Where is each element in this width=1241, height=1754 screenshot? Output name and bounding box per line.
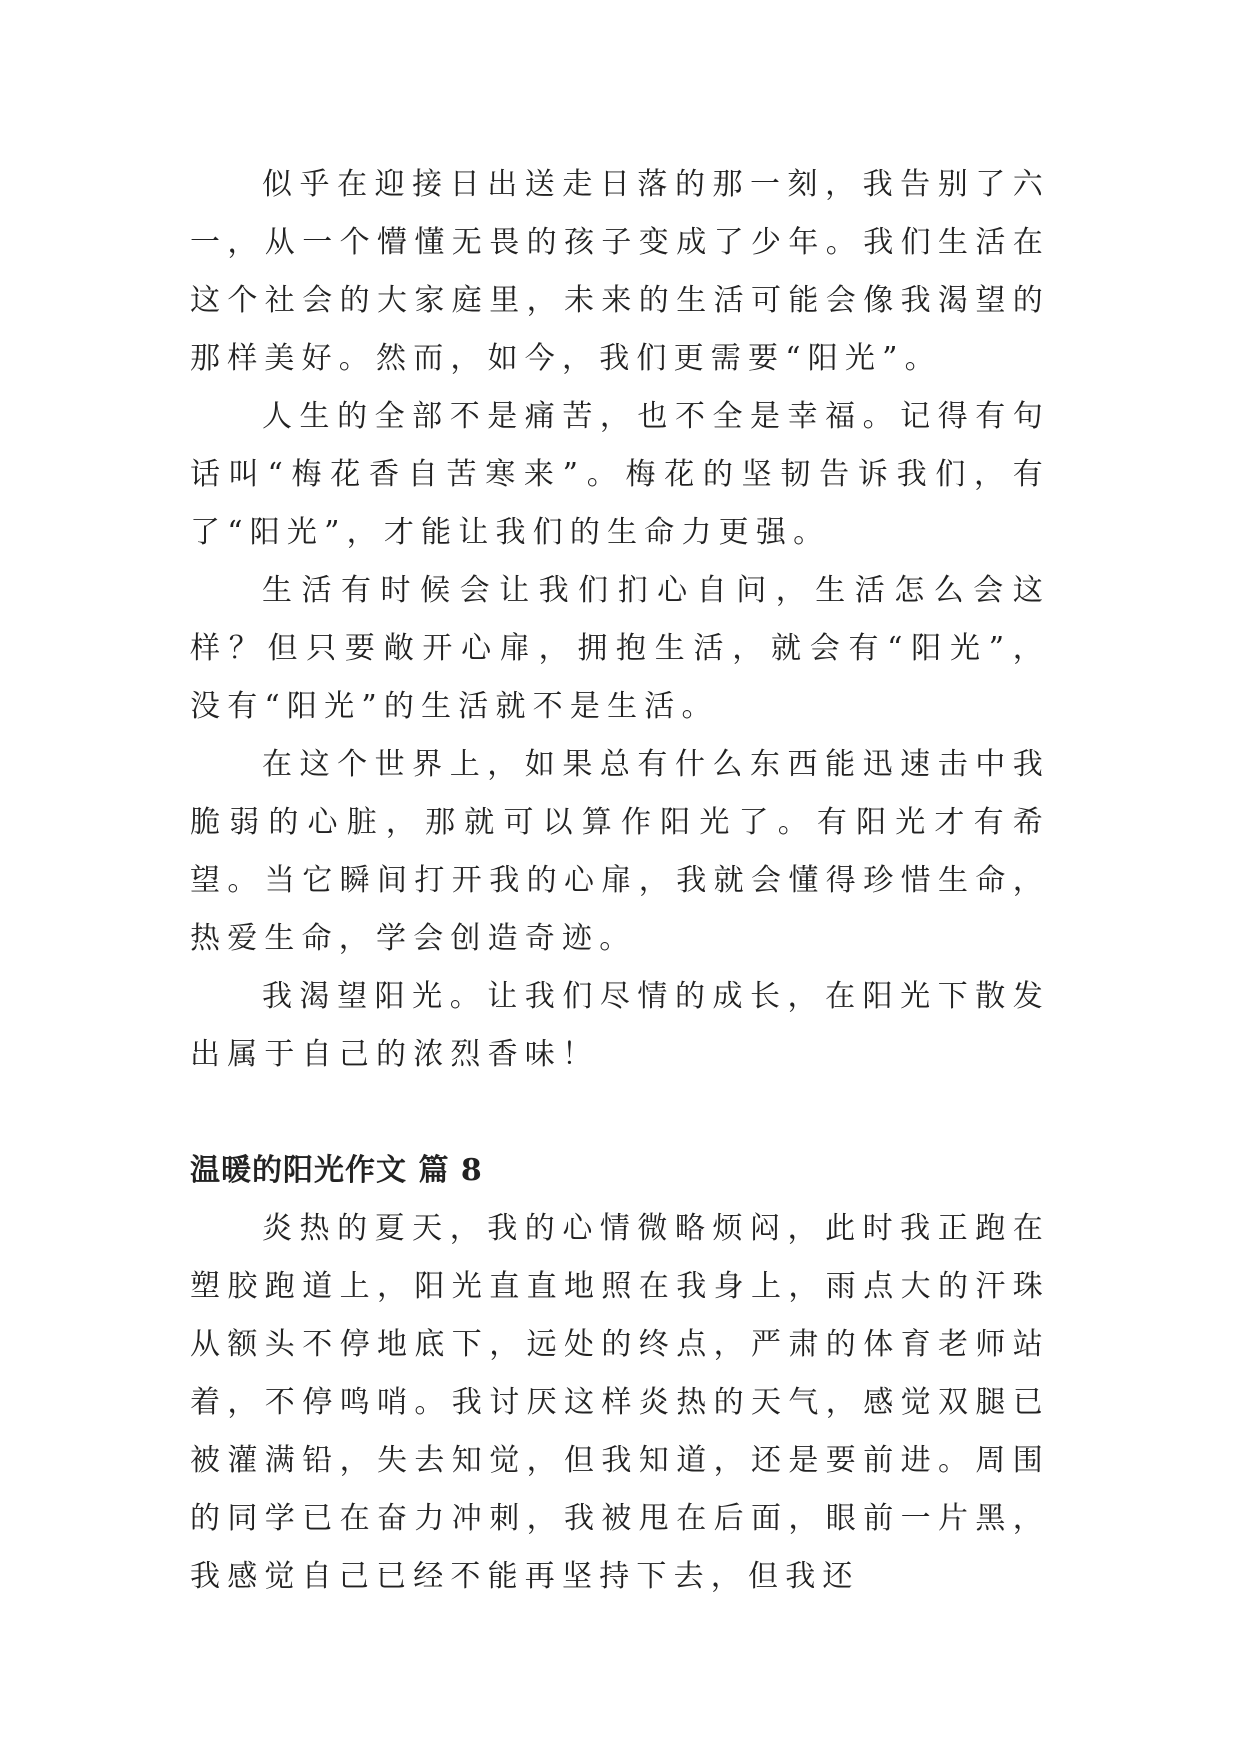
paragraph: 在这个世界上，如果总有什么东西能迅速击中我脆弱的心脏，那就可以算作阳光了。有阳光才有希望。当它瞬间打开我的心扉，我就会懂得珍惜生命，热爱生命，学会创造奇迹。 bbox=[190, 747, 1050, 956]
document-body bbox=[190, 156, 1050, 1606]
paragraph: 炎热的夏天，我的心情微略烦闷，此时我正跑在塑胶跑道上，阳光直直地照在我身上，雨点大的汗珠从额头不停地底下，远处的终点，严肃的体育老师站着，不停鸣哨。我讨厌这样炎热的天气，感觉双腿已被灌满铅，失去知觉，但我知道，还是要前进。周围的同学已在奋力冲刺，我被甩在后面，眼前一片黑，我感觉自己已经不能再坚持下去，但我还 bbox=[190, 1211, 1050, 1594]
paragraph: 人生的全部不是痛苦，也不全是幸福。记得有句话叫“梅花香自苦寒来”。梅花的坚韧告诉我们，有了“阳光”，才能让我们的生命力更强。 bbox=[190, 399, 1050, 550]
section-heading: 温暖的阳光作文 篇 8 bbox=[190, 1153, 483, 1188]
paragraph: 我渴望阳光。让我们尽情的成长，在阳光下散发出属于自己的浓烈香味！ bbox=[190, 979, 1050, 1072]
paragraph: 似乎在迎接日出送走日落的那一刻，我告别了六一，从一个懵懂无畏的孩子变成了少年。我们生活在这个社会的大家庭里，未来的生活可能会像我渴望的那样美好。然而，如今，我们更需要“阳光”。 bbox=[190, 167, 1050, 376]
paragraph: 生活有时候会让我们扪心自问，生活怎么会这样？但只要敞开心扉，拥抱生活，就会有“阳光”，没有“阳光”的生活就不是生活。 bbox=[190, 573, 1050, 724]
